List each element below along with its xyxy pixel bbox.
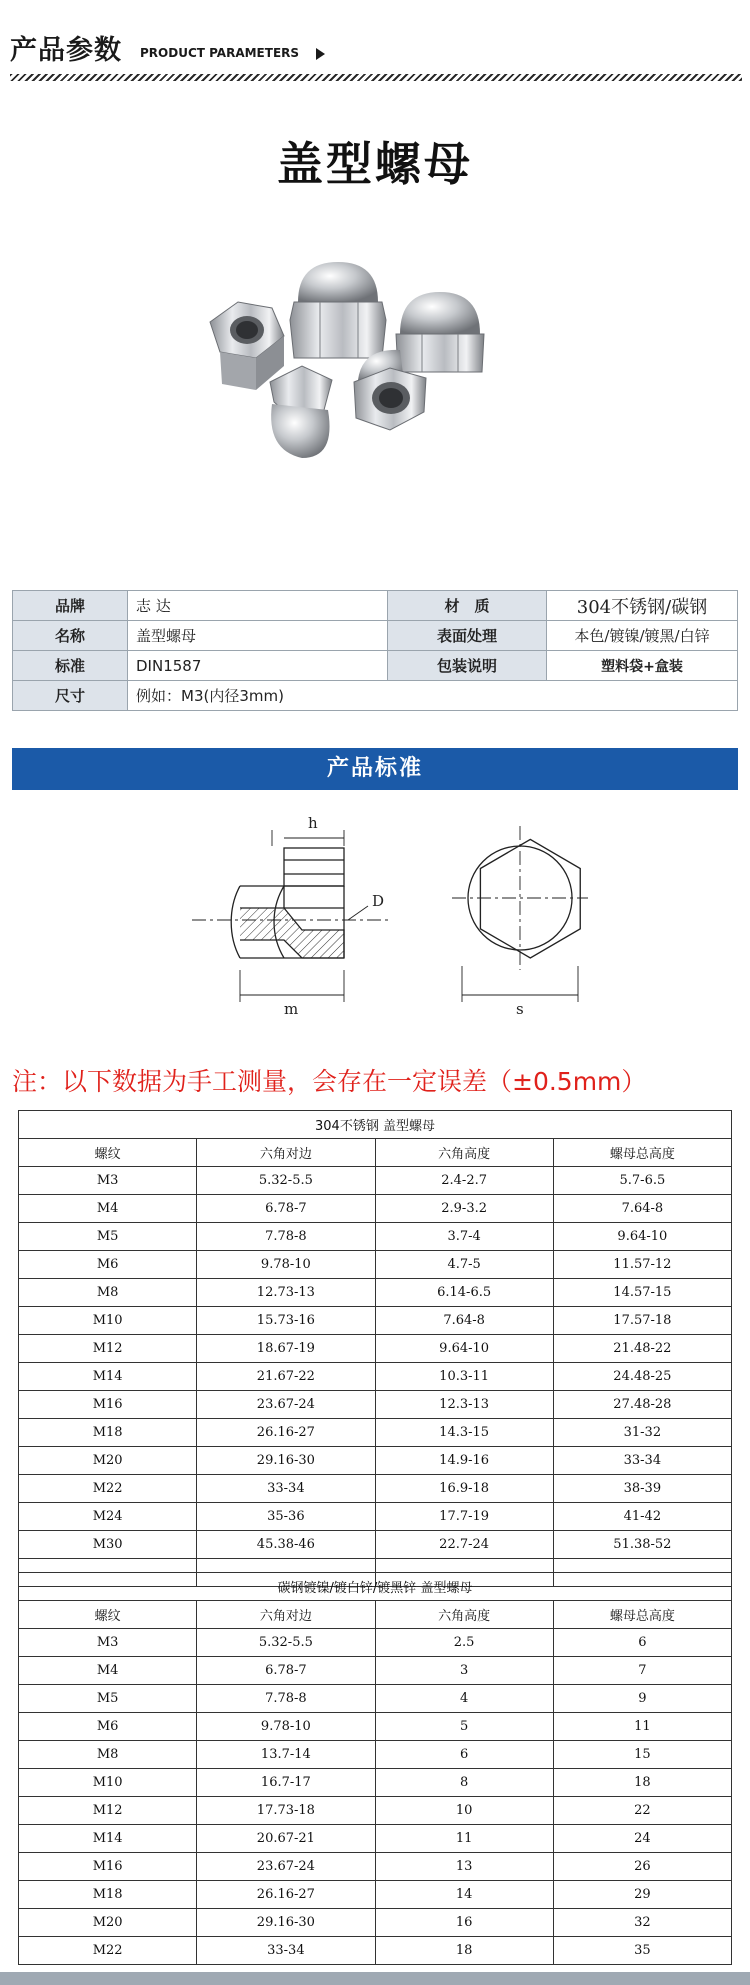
table-row [19,1167,732,1195]
table-cell: 22 [553,1797,731,1825]
table-cell: M4 [19,1195,197,1223]
table-cell: M16 [19,1391,197,1419]
table-cell: 29 [553,1881,731,1909]
table-cell: M10 [19,1307,197,1335]
column-header: 六角高度 [375,1601,553,1629]
table-cell: 51.38-52 [553,1531,731,1559]
info-value: 塑料袋+盒装 [547,651,738,681]
table-cell: 5 [375,1713,553,1741]
section-title: 产品参数 [10,35,122,66]
table-cell: M22 [19,1937,197,1965]
dim-label-s: s [516,1000,524,1018]
table-cell: 6.78-7 [197,1195,375,1223]
table-cell: 18 [375,1937,553,1965]
table-cell: 10.3-11 [375,1363,553,1391]
table-cell: 10 [375,1797,553,1825]
table-cell: 7 [553,1657,731,1685]
info-row [13,681,738,711]
info-row [13,651,738,681]
table-cell: 26.16-27 [197,1881,375,1909]
table-cell: 26 [553,1853,731,1881]
table-cell: M8 [19,1279,197,1307]
nut-image [210,302,284,390]
info-key: 包装说明 [388,651,547,681]
table-cell: 35 [553,1937,731,1965]
table-cell: M4 [19,1657,197,1685]
column-header: 螺母总高度 [553,1601,731,1629]
table-cell: M20 [19,1909,197,1937]
table-cell: M16 [19,1853,197,1881]
table-cell: 33-34 [197,1937,375,1965]
table-cell: M14 [19,1363,197,1391]
table-cell: 7.64-8 [375,1307,553,1335]
info-key: 表面处理 [388,621,547,651]
info-key: 材 质 [388,591,547,621]
table-cell: M10 [19,1769,197,1797]
table-header-row [19,1139,732,1167]
table-cell: 9 [553,1685,731,1713]
column-header: 六角对边 [197,1601,375,1629]
table-cell: M3 [19,1629,197,1657]
table-cell: 3 [375,1657,553,1685]
info-row [13,621,738,651]
table-cell: 14.57-15 [553,1279,731,1307]
table-cell: M8 [19,1741,197,1769]
info-key: 尺寸 [13,681,128,711]
table-cell: 4 [375,1685,553,1713]
product-info-table [12,590,738,711]
section-subtitle: PRODUCT PARAMETERS [140,46,300,60]
table-cell: M14 [19,1825,197,1853]
table-row [19,1251,732,1279]
table-cell: 5.7-6.5 [553,1167,731,1195]
dim-label-d: D [372,892,385,910]
info-value: 本色/镀镍/镀黑/白锌 [547,621,738,651]
table-cell: 17.57-18 [553,1307,731,1335]
measurement-note: 注：以下数据为手工测量，会存在一定误差（±0.5mm） [12,1067,647,1096]
table-cell: 45.38-46 [197,1531,375,1559]
table-cell: 11 [375,1825,553,1853]
table-cell: 14.3-15 [375,1419,553,1447]
info-row [13,591,738,621]
table-row [19,1685,732,1713]
table-cell: 18.67-19 [197,1335,375,1363]
table-cell: 15 [553,1741,731,1769]
table-caption-row [19,1111,732,1139]
table-cell: M6 [19,1713,197,1741]
table-cell: 21.48-22 [553,1335,731,1363]
table-cell: 33-34 [553,1447,731,1475]
table-row [19,1503,732,1531]
table-cell: 6.14-6.5 [375,1279,553,1307]
column-header: 螺纹 [19,1139,197,1167]
table-cell: 9.78-10 [197,1251,375,1279]
info-value: 例如：M3(内径3mm) [128,681,738,711]
table-cell: 5.32-5.5 [197,1629,375,1657]
column-header: 螺母总高度 [553,1139,731,1167]
table-cell: 9.64-10 [553,1223,731,1251]
table-cell: 27.48-28 [553,1391,731,1419]
table-row [19,1629,732,1657]
info-value: 304不锈钢/碳钢 [547,591,738,621]
table-cell: 29.16-30 [197,1909,375,1937]
table-cell: 41-42 [553,1503,731,1531]
table-cell: 4.7-5 [375,1251,553,1279]
table-cell: 9.64-10 [375,1335,553,1363]
table-cell: 21.67-22 [197,1363,375,1391]
table-cell: M6 [19,1251,197,1279]
play-arrow-icon [316,48,325,60]
table-row [19,1391,732,1419]
table-cell: 12.73-13 [197,1279,375,1307]
table-cell: 16.7-17 [197,1769,375,1797]
table-cell: 14 [375,1881,553,1909]
column-header: 螺纹 [19,1601,197,1629]
table-row [19,1335,732,1363]
table-caption-row [19,1573,732,1601]
table-cell: 22.7-24 [375,1531,553,1559]
table-row [19,1447,732,1475]
spec-table-stainless [18,1110,732,1587]
table-row [19,1825,732,1853]
nut-image [290,262,386,358]
table-cell: 20.67-21 [197,1825,375,1853]
technical-drawing [12,790,738,1030]
table-cell: 7.64-8 [553,1195,731,1223]
product-title: 盖型螺母 [277,137,473,191]
table-row [19,1657,732,1685]
table-row [19,1307,732,1335]
table-cell: 24.48-25 [553,1363,731,1391]
table-cell: 11.57-12 [553,1251,731,1279]
table-row [19,1223,732,1251]
table-cell: 15.73-16 [197,1307,375,1335]
table-row [19,1853,732,1881]
table-cell: 14.9-16 [375,1447,553,1475]
column-header: 六角高度 [375,1139,553,1167]
table-cell: 31-32 [553,1419,731,1447]
table-cell: M3 [19,1167,197,1195]
table-cell: 9.78-10 [197,1713,375,1741]
table-cell: 18 [553,1769,731,1797]
table-cell: 13.7-14 [197,1741,375,1769]
standard-banner: 产品标准 [12,748,738,790]
table-row [19,1363,732,1391]
table-cell: 7.78-8 [197,1223,375,1251]
bottom-bar [0,1972,750,1985]
nut-image [270,366,332,458]
table-cell: 6 [553,1629,731,1657]
table-row [19,1769,732,1797]
table-cell: 26.16-27 [197,1419,375,1447]
table-cell: 24 [553,1825,731,1853]
table-row [19,1797,732,1825]
table-row [19,1195,732,1223]
table-cell: M12 [19,1797,197,1825]
table-cell: M20 [19,1447,197,1475]
info-value: 盖型螺母 [128,621,388,651]
product-photo [190,262,610,522]
table-row [19,1475,732,1503]
table-row [19,1909,732,1937]
info-value: DIN1587 [128,651,388,681]
table-caption: 碳钢镀镍/镀白锌/镀黑锌 盖型螺母 [19,1573,732,1601]
table-cell: 6 [375,1741,553,1769]
table-cell: 8 [375,1769,553,1797]
column-header: 六角对边 [197,1139,375,1167]
info-key: 标准 [13,651,128,681]
table-cell: 16.9-18 [375,1475,553,1503]
table-cell: 38-39 [553,1475,731,1503]
table-cell: 23.67-24 [197,1391,375,1419]
table-cell: M18 [19,1419,197,1447]
table-row [19,1419,732,1447]
table-cell: 16 [375,1909,553,1937]
table-cell: M22 [19,1475,197,1503]
table-row [19,1881,732,1909]
table-cell: 11 [553,1713,731,1741]
table-cell: 3.7-4 [375,1223,553,1251]
table-row [19,1279,732,1307]
table-cell: 32 [553,1909,731,1937]
table-cell: 17.7-19 [375,1503,553,1531]
info-value: 志 达 [128,591,388,621]
table-cell: 23.67-24 [197,1853,375,1881]
table-cell: M12 [19,1335,197,1363]
table-cell: 35-36 [197,1503,375,1531]
nut-image [396,292,484,372]
table-cell: 33-34 [197,1475,375,1503]
table-cell: M5 [19,1223,197,1251]
table-cell: 7.78-8 [197,1685,375,1713]
table-cell: 5.32-5.5 [197,1167,375,1195]
table-cell: 29.16-30 [197,1447,375,1475]
table-cell: 2.9-3.2 [375,1195,553,1223]
table-row [19,1713,732,1741]
spec-table-carbon [18,1572,732,1965]
table-cell: 2.4-2.7 [375,1167,553,1195]
table-cell: 6.78-7 [197,1657,375,1685]
table-row [19,1531,732,1559]
table-cell: 12.3-13 [375,1391,553,1419]
table-header-row [19,1601,732,1629]
table-cell: M24 [19,1503,197,1531]
dim-label-h: h [308,814,318,832]
table-cell: M18 [19,1881,197,1909]
table-cell: 13 [375,1853,553,1881]
table-cell: 2.5 [375,1629,553,1657]
table-caption: 304不锈钢 盖型螺母 [19,1111,732,1139]
table-row [19,1937,732,1965]
table-row [19,1741,732,1769]
hatch-divider [10,74,742,81]
section-header [10,22,742,82]
dim-label-m: m [284,1000,299,1018]
info-key: 名称 [13,621,128,651]
table-cell: M5 [19,1685,197,1713]
info-key: 品牌 [13,591,128,621]
table-cell: M30 [19,1531,197,1559]
table-cell: 17.73-18 [197,1797,375,1825]
